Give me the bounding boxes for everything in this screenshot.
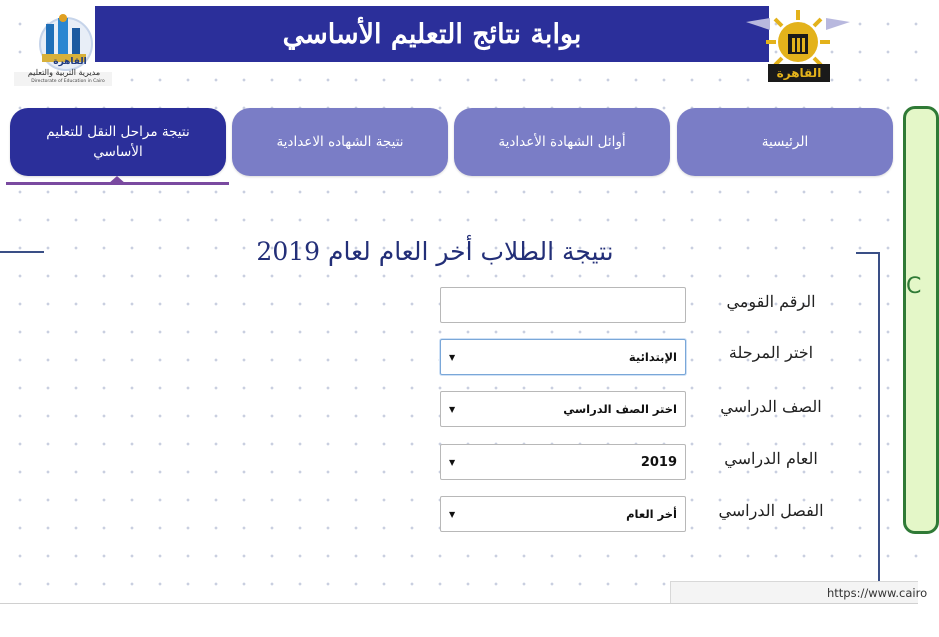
- national-id-label: الرقم القومي: [726, 291, 816, 311]
- grade-select-value: اختر الصف الدراسي: [563, 402, 677, 416]
- tab-prep-certificate[interactable]: [232, 108, 448, 176]
- grade-label: الصف الدراسي: [720, 396, 822, 416]
- tab-prep-top-students[interactable]: [454, 108, 670, 176]
- year-select-value: 2019: [640, 454, 677, 470]
- national-id-input[interactable]: [440, 287, 686, 323]
- triangle-down-icon: ▼: [449, 457, 456, 467]
- right-logo-name: القاهرة: [776, 66, 822, 80]
- education-directorate-logo[interactable]: [12, 10, 116, 90]
- term-select[interactable]: [440, 496, 686, 532]
- site-title-banner: [95, 6, 769, 62]
- left-logo-caption: مديرية التربية والتعليم: [27, 68, 101, 77]
- year-select[interactable]: [440, 444, 686, 480]
- stage-select[interactable]: [440, 339, 686, 375]
- stage-select-value: الإبتدائية: [628, 350, 677, 364]
- browser-bottom-strip: [0, 603, 918, 637]
- page-title: نتيجة الطلاب أخر العام لعام 2019: [256, 236, 614, 266]
- tab-transfer-stages[interactable]: [10, 108, 226, 176]
- triangle-down-icon: ▼: [449, 352, 456, 362]
- tab-home-label: الرئيسية: [761, 134, 809, 150]
- triangle-down-icon: ▼: [449, 404, 456, 414]
- side-panel: [903, 106, 939, 534]
- tab-transfer-stages-label: نتيجة مراحل النقل للتعليم الأساسي: [46, 124, 190, 160]
- status-url: https://www.cairo: [827, 585, 928, 600]
- active-tab-underline: [6, 182, 229, 185]
- tab-prep-top-students-label: أوائل الشهادة الأعدادية: [498, 134, 626, 150]
- site-title: بوابة نتائج التعليم الأساسي: [282, 18, 582, 50]
- left-logo-name: القاهرة: [53, 57, 87, 67]
- directorate-logo-icon: [12, 10, 116, 90]
- triangle-down-icon: ▼: [449, 509, 456, 519]
- frame-left-line: [0, 251, 44, 253]
- stage-label: اختر المرحلة: [728, 342, 814, 362]
- cairo-governorate-logo[interactable]: [746, 8, 850, 84]
- grade-select[interactable]: [440, 391, 686, 427]
- browser-status-bar: [670, 581, 928, 603]
- term-label: الفصل الدراسي: [718, 500, 824, 520]
- frame-top-right-line: [856, 252, 880, 254]
- frame-vertical-line: [878, 252, 880, 582]
- year-label: العام الدراسي: [724, 448, 818, 468]
- side-panel-glyph: C: [906, 274, 922, 299]
- term-select-value: أخر العام: [626, 507, 677, 521]
- tab-prep-certificate-label: نتيجة الشهاده الاعدادية: [276, 134, 404, 150]
- left-logo-subcaption: Directorate of Education in Cairo: [31, 79, 105, 84]
- tab-home[interactable]: [677, 108, 893, 176]
